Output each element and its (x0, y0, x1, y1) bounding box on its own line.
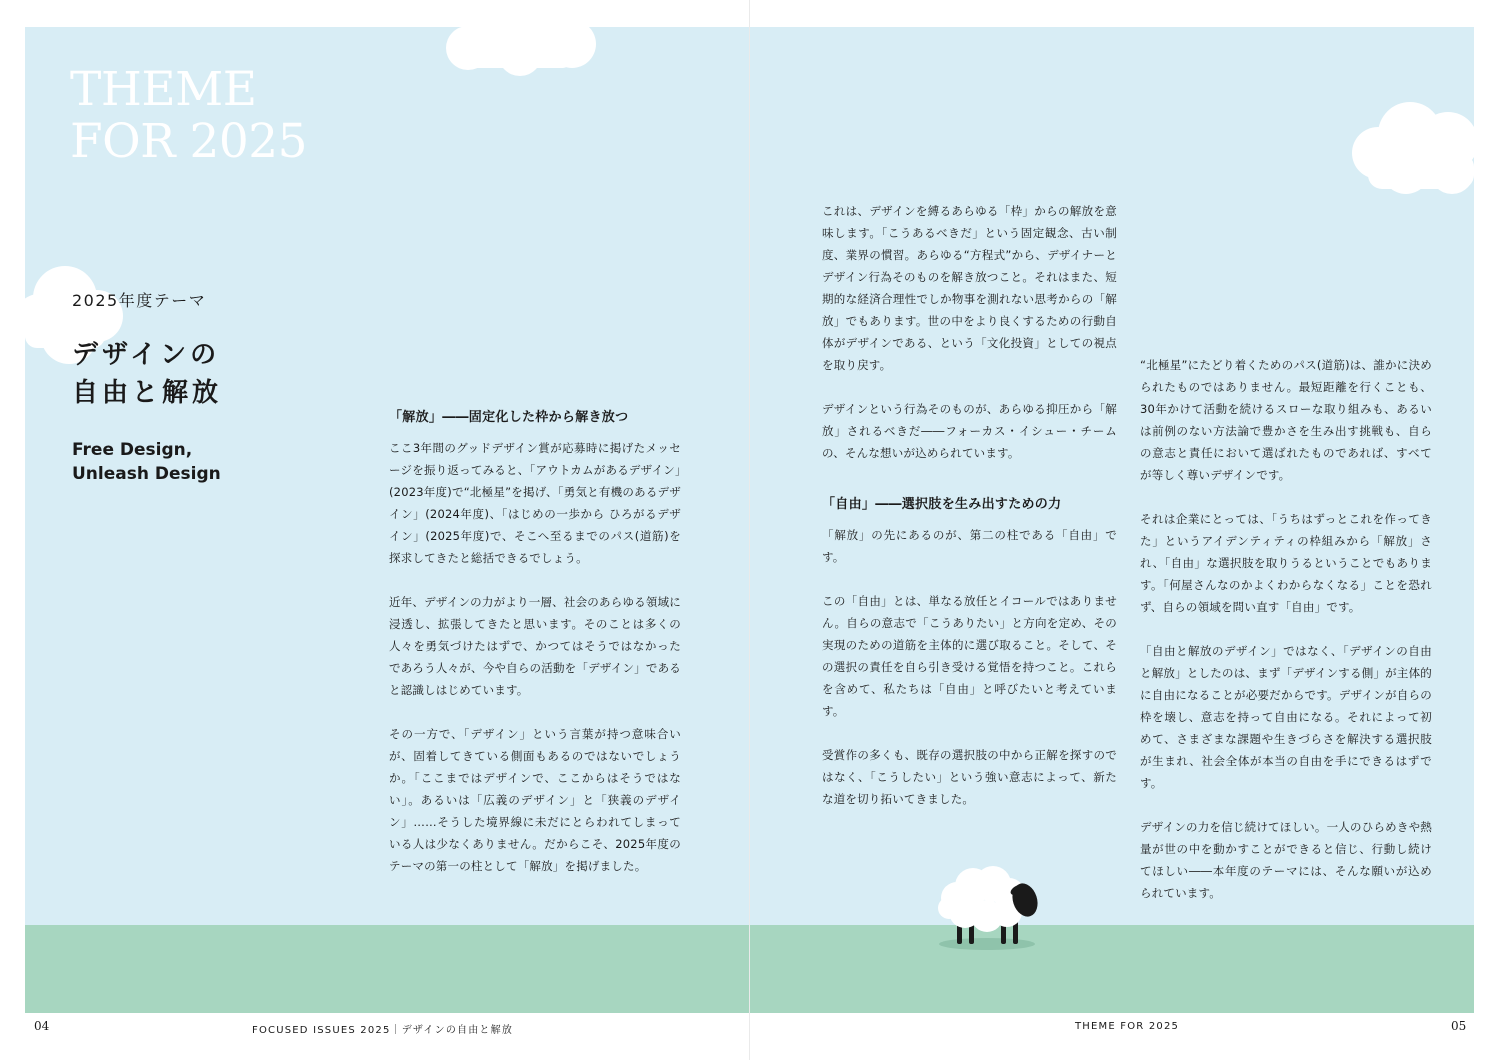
headline-line: デザインの (72, 340, 221, 370)
body-paragraph: 近年、デザインの力がより一層、社会のあらゆる領域に浸透し、拡張してきたと思います。そのことは多くの人々を勇気づけたはずで、かつてはそうではなかったであろう人々が、今や自らの活動を「デザイン」であると認識しはじめています。 (389, 595, 681, 697)
page-number-right: 05 (1451, 1019, 1467, 1033)
body-paragraph: 「自由と解放のデザイン」ではなく、「デザインの自由と解放」としたのは、まず「デザインする側」が主体的に自由になることが必要だからです。デザインが自らの枠を壊し、意志を持って自由になる。それによって初めて、さまざまな課題や生きづらさを解決する選択肢が生まれ、社会全体が本当の自由を手にできるはずです。 (1140, 644, 1432, 790)
section-heading-freedom: 「自由」――選択肢を生み出すための力 (822, 497, 1062, 512)
cloud-icon (1348, 98, 1474, 198)
body-paragraph: この「自由」とは、単なる放任とイコールではありません。自らの意志で「こうありたい」と方向を定め、その実現のための道筋を主体的に選び取ること。そして、その選択の責任を自ら引き受ける覚悟を持つこと。これらを含めて、私たちは「自由」と呼びたいと考えています。 (822, 594, 1117, 718)
body-column-3 (1140, 354, 1432, 926)
english-subtitle (72, 438, 221, 486)
english-subtitle-line: Unleash Design (72, 464, 221, 484)
body-paragraph: “北極星”にたどり着くためのパス(道筋)は、誰かに決められたものではありません。最短距離を行くことも、30年かけて活動を続けるスローな取り組みも、あるいは前例のない方法論で豊かさを生み出す挑戦も、自らの意志と責任において選ばれたものであれば、すべてが等しく尊いデザインです。 (1140, 358, 1432, 482)
section-heading-liberation: 「解放」――固定化した枠から解き放つ (389, 410, 629, 425)
body-paragraph: それは企業にとっては、「うちはずっとこれを作ってきた」というアイデンティティの枠組みから「解放」され、「自由」な選択肢を取りうるということでもあります。「何屋さんなのかよくわからなくなる」ことを恐れず、自らの領域を問い直す「自由」です。 (1140, 512, 1432, 614)
theme-title (70, 64, 307, 168)
page-number-left: 04 (34, 1019, 50, 1033)
body-paragraph: その一方で、「デザイン」という言葉が持つ意味合いが、固着してきている側面もあるのではないでしょうか。「ここまではデザインで、ここからはそうではない」。あるいは「広義のデザイン」と「狭義のデザイン」……そうした境界線に未だにとらわれてしまっている人は少なくありません。だからこそ、2025年度のテーマの第一の柱として「解放」を掲げました。 (389, 727, 681, 873)
sheep-icon (935, 862, 1045, 954)
headline (72, 336, 222, 412)
running-footer-right: THEME FOR 2025 (1075, 1021, 1180, 1032)
theme-title-line: THEME (70, 62, 257, 117)
body-paragraph: 「解放」の先にあるのが、第二の柱である「自由」です。 (822, 528, 1117, 564)
theme-title-line: FOR 2025 (70, 114, 308, 169)
body-paragraph: デザインという行為そのものが、あらゆる抑圧から「解放」されるべきだ――フォーカス・イシュー・チームの、そんな想いが込められています。 (822, 402, 1117, 460)
english-subtitle-line: Free Design, (72, 440, 193, 460)
running-footer-left: FOCUSED ISSUES 2025｜デザインの自由と解放 (252, 1025, 514, 1036)
cloud-icon (440, 0, 600, 80)
kicker: 2025年度テーマ (72, 291, 207, 310)
body-paragraph: 受賞作の多くも、既存の選択肢の中から正解を探すのではなく、「こうしたい」という強い意志によって、新たな道を切り拓いてきました。 (822, 748, 1117, 806)
body-column-2 (822, 200, 1117, 832)
headline-line: 自由と解放 (72, 378, 223, 408)
body-paragraph: これは、デザインを縛るあらゆる「枠」からの解放を意味します。「こうあるべきだ」という固定観念、古い制度、業界の慣習。あらゆる“方程式”から、デザイナーとデザイン行為そのものを解き放つこと。それはまた、短期的な経済合理性でしか物事を測れない思考からの「解放」でもあります。世の中をより良くするための行動自体がデザインである、という「文化投資」としての視点を取り戻す。 (822, 204, 1117, 372)
body-paragraph: ここ3年間のグッドデザイン賞が応募時に掲げたメッセージを振り返ってみると、「アウトカムがあるデザイン」(2023年度)で“北極星”を掲げ、「勇気と有機のあるデザイン」(2024年度)、「はじめの一歩から ひろがるデザイン」(2025年度)で、そこへ至るまでのパス(道筋)を探求してきたと総括できるでしょう。 (389, 441, 681, 565)
body-paragraph: デザインの力を信じ続けてほしい。一人のひらめきや熱量が世の中を動かすことができると信じ、行動し続けてほしい――本年度のテーマには、そんな願いが込められています。 (1140, 820, 1432, 900)
page-gutter (749, 0, 750, 1060)
body-column-1 (389, 407, 681, 899)
